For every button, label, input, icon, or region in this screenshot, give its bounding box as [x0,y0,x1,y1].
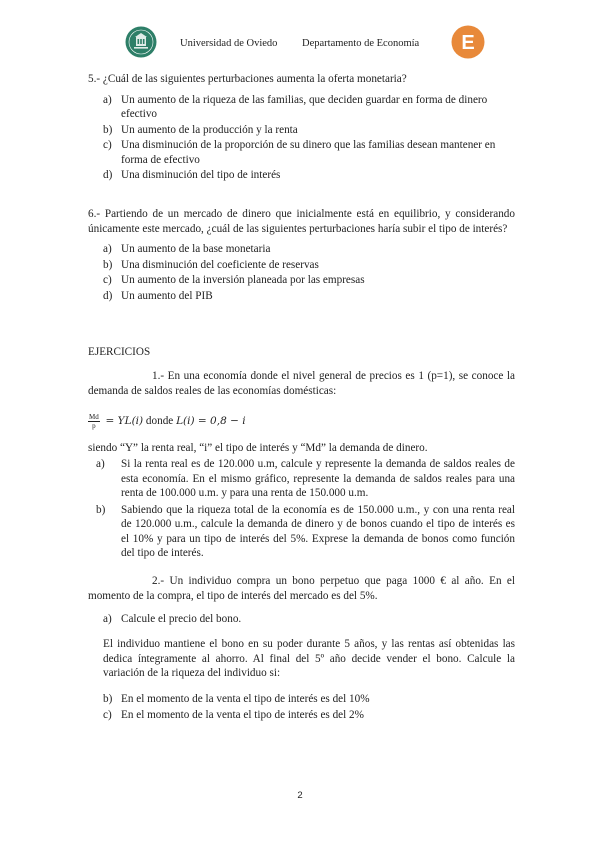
option-label: d) [103,169,113,181]
option-text: Una disminución del tipo de interés [121,169,281,181]
option-label: c) [103,139,112,151]
option-item [103,258,515,273]
option-item [103,168,515,183]
option-text: Un aumento del PIB [121,289,213,302]
exercise-2-intro: 2.- Un individuo compra un bono perpetuo que paga 1000 € al año. En el momento de la compra, el tipo de interés del mercado es del 5%. [88,575,515,602]
question-5 [88,72,515,184]
question-6 [88,207,515,304]
exercise-item [103,612,515,627]
exercise-1-definitions: siendo “Y” la renta real, “i” el tipo de interés y “Md” la demanda de dinero. [88,442,428,454]
section-heading: EJERCICIOS [88,346,151,358]
exercise-item [103,708,515,723]
department-name: Departamento de Economía [302,38,420,49]
formula-rhs: = YL(i) [105,415,144,428]
question-6-title: 6.- Partiendo de un mercado de dinero que inicialmente está en equilibrio, y considerando únicamente este mercado, ¿cuál de las siguientes perturbaciones haría subir el tipo de interés? [88,208,515,235]
option-label: c) [103,274,112,286]
option-text: Un aumento de la inversión planeada por las empresas [121,274,365,286]
option-item [103,93,515,122]
exercise-item-label: a) [103,613,112,625]
exercise-item [96,457,515,501]
exercise-2-items [88,692,515,723]
question-6-options [88,242,515,303]
exercise-item-label: c) [103,708,112,721]
exercise-2-list-a [88,612,515,627]
option-text: Una disminución de la proporción de su dinero que las familias desean mantener en forma de efectivo [121,139,496,166]
formula-l: L(i) = 0,8 − i [176,415,246,428]
exercise-item-label: b) [96,503,106,516]
page-header [0,22,600,62]
exercise-2-paragraph: El individuo mantiene el bono en su poder durante 5 años, y las rentas así obtenidas las dedica íntegramente al ahorro. Al final del 5º año decide vender el bono. Calcule la variación de la riqueza del individuo si: [103,638,515,679]
option-text: Un aumento de la base monetaria [121,243,271,255]
option-item [103,138,515,167]
formula-fraction [88,413,100,430]
svg-text:E: E [461,32,475,54]
exercise-item-text: En el momento de la venta el tipo de interés es del 10% [121,693,370,705]
option-item [103,123,515,138]
exercise-1-list [88,457,515,561]
fraction-numerator: Md [89,413,99,421]
exercise-2-list [88,692,515,722]
formula-donde: donde [145,415,174,428]
exercise-item-text: Sabiendo que la riqueza total de la economía es de 150.000 u.m., y con una renta real de 120.000 u.m., calcule la demanda de dinero y de bonos cuando el tipo de interés es el 10% y para un tipo de interés del 5%. Exprese la demanda de bonos como función del tipo de interés. [121,503,515,559]
question-5-title: 5.- ¿Cuál de las siguientes perturbaciones aumenta la oferta monetaria? [88,73,407,85]
option-label: b) [103,258,113,271]
exercise-item [96,503,515,561]
university-seal-icon [125,26,157,58]
option-label: b) [103,123,113,136]
exercise-2-item-a [88,612,515,628]
option-label: a) [103,243,112,255]
option-label: d) [103,289,113,302]
question-5-options [88,93,515,183]
option-label: a) [103,93,112,106]
page-number: 2 [297,790,303,801]
option-item [103,273,515,288]
exercise-item [103,692,515,707]
option-item [103,289,515,304]
department-logo-icon [451,25,485,59]
fraction-denominator: p [92,422,96,430]
option-text: Una disminución del coeficiente de reservas [121,258,319,271]
university-name: Universidad de Oviedo [180,38,278,49]
option-text: Un aumento de la producción y la renta [121,123,298,136]
option-text: Un aumento de la riqueza de las familias, que deciden guardar en forma de dinero efectivo [121,93,488,120]
money-demand-formula [88,413,515,439]
exercise-item-text: Calcule el precio del bono. [121,613,242,625]
exercise-item-text: Si la renta real es de 120.000 u.m, calcule y represente la demanda de saldos reales de esta economía. En el mismo gráfico, represente la demanda de saldos reales para una renta de 100.000 u.m. y para una renta de 150.000 u.m. [121,458,515,499]
option-item [103,242,515,257]
exercise-item-text: En el momento de la venta el tipo de interés es del 2% [121,708,364,721]
exercise-item-label: b) [103,693,113,705]
exercise-1-intro: 1.- En una economía donde el nivel general de precios es 1 (p=1), se conoce la demanda de saldos reales de las economías domésticas: [88,370,515,397]
exercise-1-items [88,457,515,562]
exercise-item-label: a) [96,458,105,470]
